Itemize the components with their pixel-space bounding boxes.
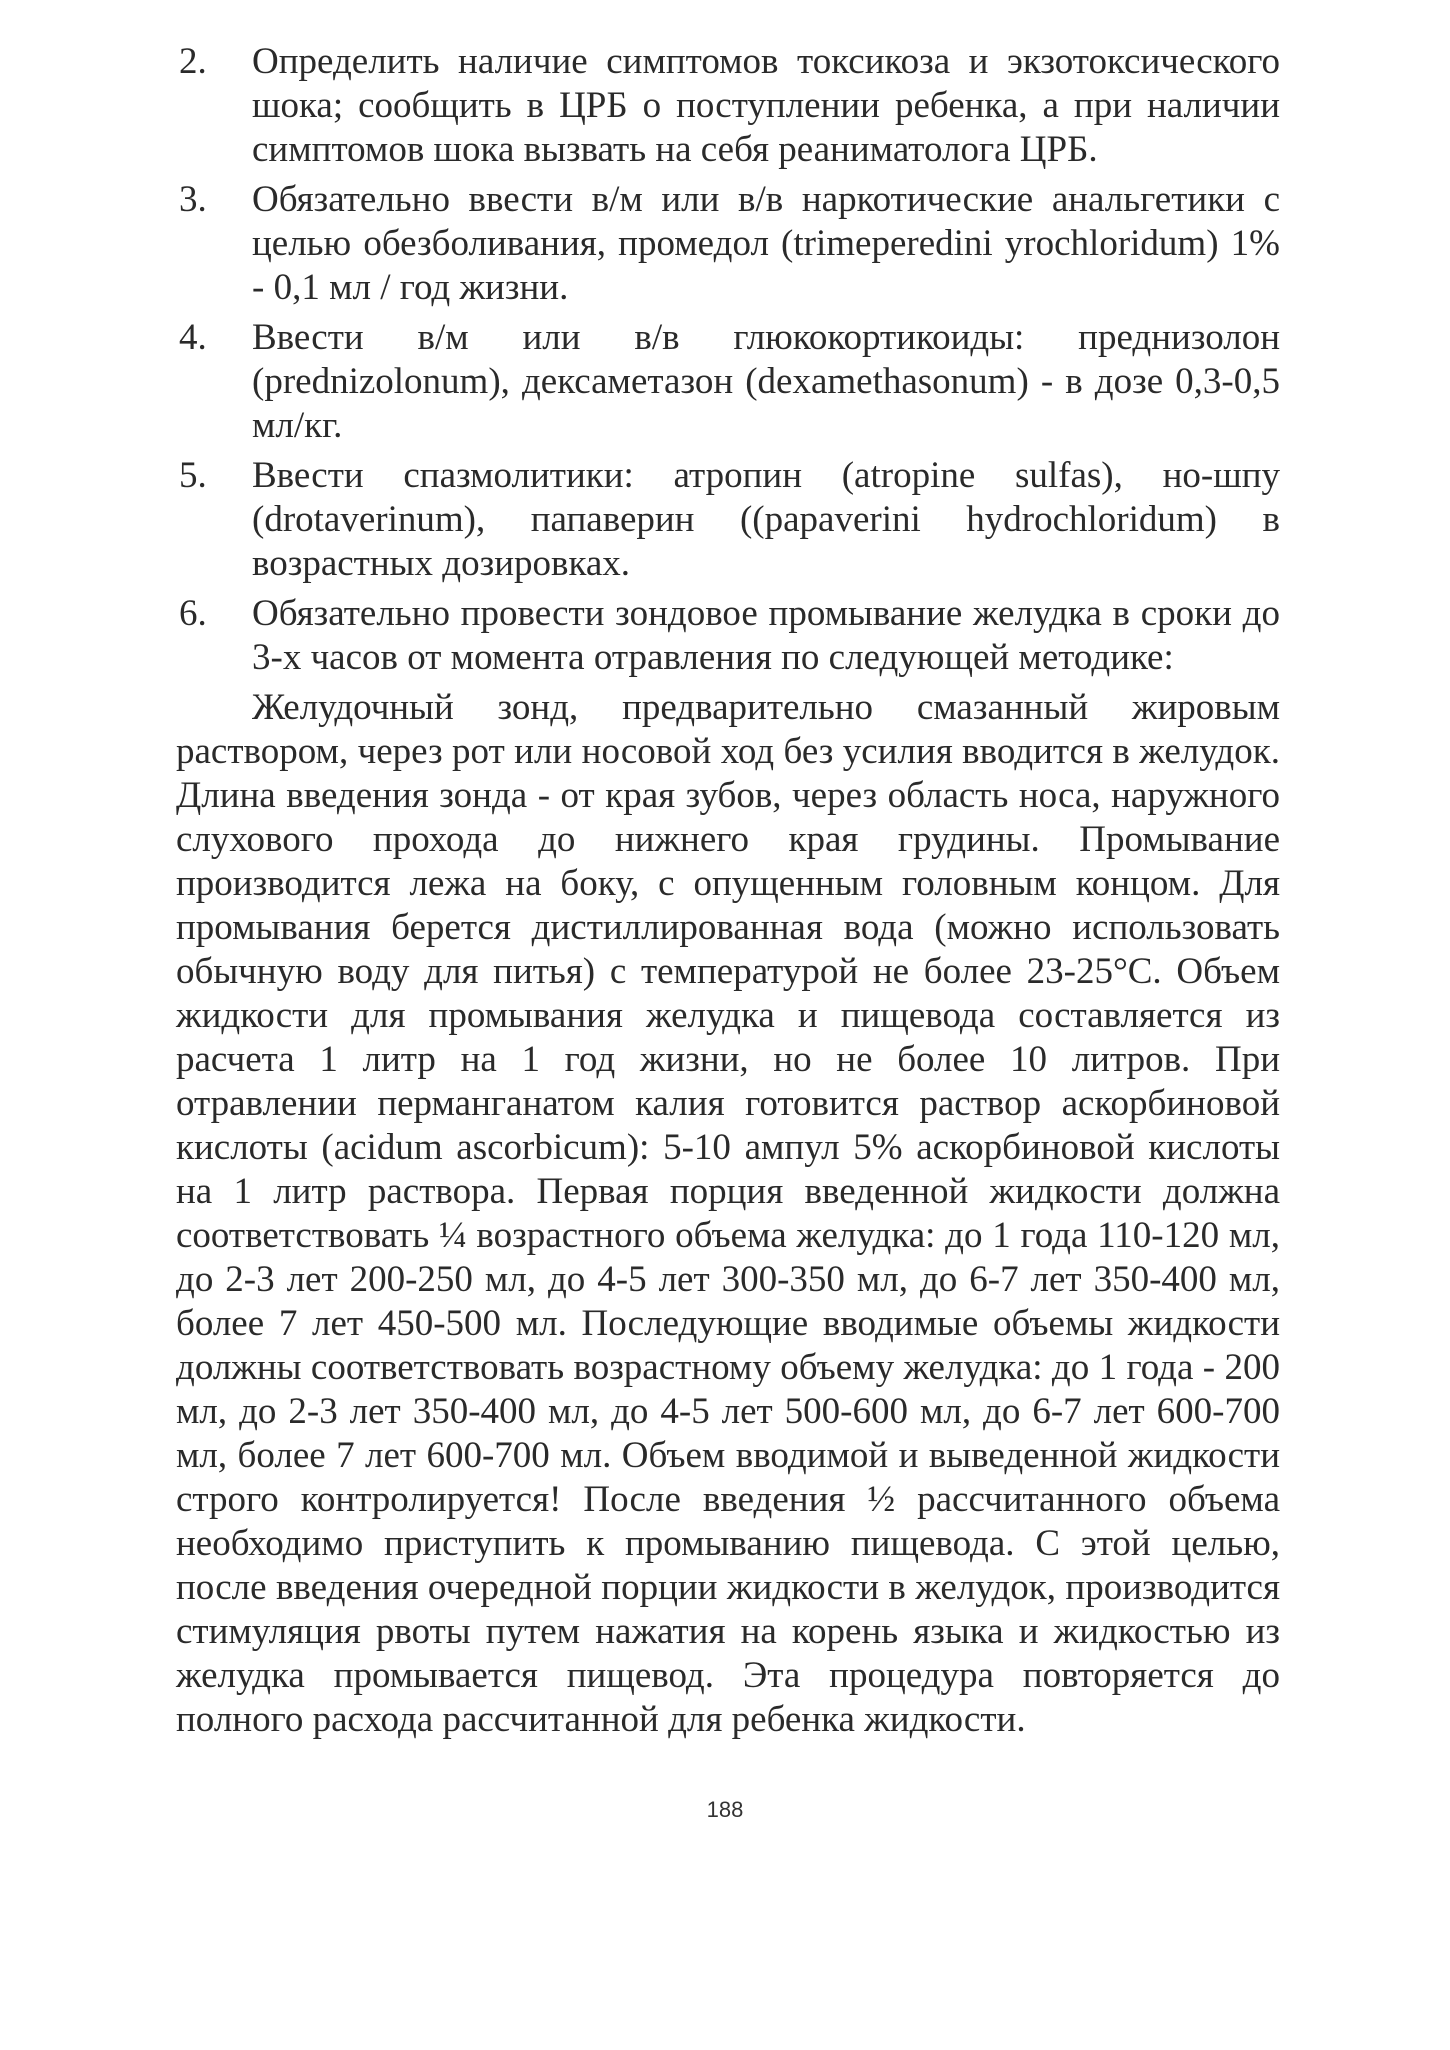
page-number: 188 [706,1797,744,1822]
page-body [176,40,1280,1742]
list-item [176,40,1280,172]
list-item [176,178,1280,310]
list-item-text: Ввести спазмолитики: атропин (atropine sulfas), но-шпу (drotaverinum), папаверин ((papaverini hydrochloridum) в возрастных дозировках. [252,455,1280,584]
list-item-text: Обязательно провести зондовое промывание желудка в сроки до 3-х часов от момента отравления по следующей методике: [252,593,1280,678]
list-item-text: Определить наличие симптомов токсикоза и экзотоксического шока; сообщить в ЦРБ о поступлении ребенка, а при наличии симптомов шока вызвать на себя реаниматолога ЦРБ. [252,41,1280,170]
list-item [176,592,1280,680]
list-item-text: Ввести в/м или в/в глюкокортикоиды: преднизолон (prednizolonum), дексаметазон (dexamethasonum) - в дозе 0,3-0,5 мл/кг. [252,317,1280,446]
list-item-number: 6. [179,593,207,634]
numbered-list [176,40,1280,680]
list-item [176,316,1280,448]
list-item-text: Обязательно ввести в/м или в/в наркотические анальгетики с целью обезболивания, промедол (trimeperedini yrochloridum) 1% - 0,1 мл / год жизни. [252,179,1280,308]
body-paragraph: Желудочный зонд, предварительно смазанный жировым раствором, через рот или носовой ход без усилия вводится в желудок. Длина введения зонда - от края зубов, через область носа, наружного слухового прохода до нижнего края грудины. Промывание производится лежа на боку, с опущенным головным концом. Для промывания берется дистиллированная вода (можно использовать обычную воду для питья) с температурой не более 23-25°С. Объем жидкости для промывания желудка и пищевода составляется из расчета 1 литр на 1 год жизни, но не более 10 литров. При отравлении перманганатом калия готовится раствор аскорбиновой кислоты (acidum ascorbicum): 5-10 ампул 5% аскорбиновой кислоты на 1 литр раствора. Первая порция введенной жидкости должна соответствовать ¼ возрастного объема желудка: до 1 года 110-120 мл, до 2-3 лет 200-250 мл, до 4-5 лет 300-350 мл, до 6-7 лет 350-400 мл, более 7 лет 450-500 мл. Последующие вводимые объемы жидкости должны соответствовать возрастному объему желудка: до 1 года - 200 мл, до 2-3 лет 350-400 мл, до 4-5 лет 500-600 мл, до 6-7 лет 600-700 мл, более 7 лет 600-700 мл. Объем вводимой и выведенной жидкости строго контролируется! После введения ½ рассчитанного объема необходимо приступить к промыванию пищевода. С этой целью, после введения очередной порции жидкости в желудок, производится стимуляция рвоты путем нажатия на корень языка и жидкостью из желудка промывается пищевод. Эта процедура повторяется до полного расхода рассчитанной для ребенка жидкости. [176,687,1280,1740]
list-item [176,454,1280,586]
list-item-number: 3. [179,179,207,220]
list-item-number: 4. [179,317,207,358]
list-item-number: 2. [179,41,207,82]
list-item-number: 5. [179,455,207,496]
